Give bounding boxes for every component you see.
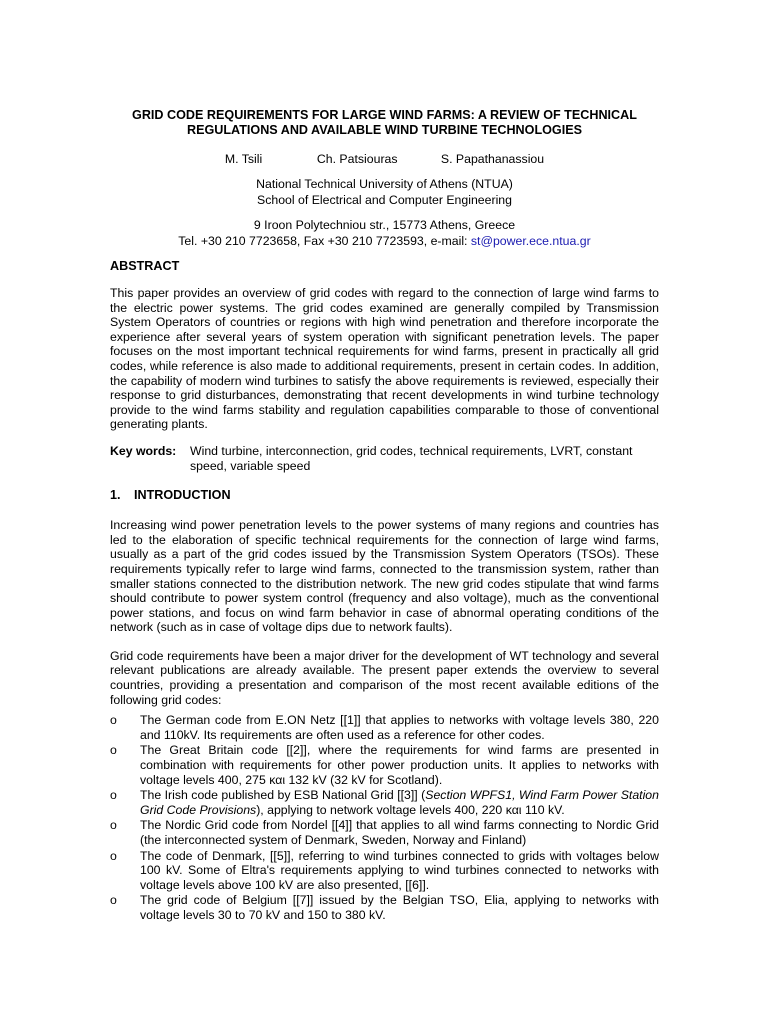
paper-title — [110, 108, 659, 138]
abstract-text: This paper provides an overview of grid codes with regard to the connection of large wind farms to the electric power systems. The grid codes examined are generally compiled by Transmission System Operators of countries or regions with high wind penetration and therefore incorporate the experience after several years of system operation with significant penetration levels. The paper focuses on the most important technical requirements for wind farms, present in practically all grid codes, while reference is also made to additional requirements, present in certain codes. In addition, the capability of modern wind turbines to satisfy the above requirements is reviewed, especially their response to grid disturbances, demonstrating that recent developments in wind turbine technology provide to the wind farms stability and regulation capabilities comparable to those of conventional generating plants. — [110, 286, 659, 432]
bullet: o — [110, 848, 117, 863]
paper-page — [110, 108, 659, 924]
contact-address — [110, 218, 659, 249]
section-number: 1. — [110, 488, 121, 503]
phone-fax-text: Tel. +30 210 7723658, Fax +30 210 7723593, e-mail: — [178, 233, 471, 248]
affiliation — [110, 177, 659, 208]
affiliation-line-1: National Technical University of Athens (NTUA) — [256, 177, 513, 191]
grid-codes-list — [110, 713, 659, 922]
abstract-heading: ABSTRACT — [110, 259, 180, 273]
address-line-1: 9 Iroon Polytechniou str., 15773 Athens, Greece — [253, 218, 516, 232]
list-item — [110, 788, 659, 817]
irish-code-section-title: Section WPFS1, Wind Farm Power Station Grid Code Provisions — [140, 788, 659, 817]
bullet: o — [110, 893, 117, 908]
title-line-1: GRID CODE REQUIREMENTS FOR LARGE WIND FARMS: A REVIEW OF TECHNICAL — [132, 108, 637, 122]
list-item-text — [140, 788, 659, 817]
bullet: o — [110, 818, 117, 833]
bullet: o — [110, 788, 117, 803]
list-item — [110, 849, 659, 893]
list-item-text: The Great Britain code [[2]], where the requirements for wind farms are presented in combination with requirements for other power production units. It applies to networks with voltage levels 400, 275 και 132 kV (32 kV for Scotland). — [140, 743, 659, 787]
irish-code-text-start: The Irish code published by ESB National Grid [[3]] ( — [140, 788, 426, 803]
affiliation-line-2: School of Electrical and Computer Engineering — [257, 192, 512, 207]
title-line-2: REGULATIONS AND AVAILABLE WIND TURBINE TECHNOLOGIES — [186, 123, 583, 137]
authors — [110, 152, 659, 167]
keywords — [110, 444, 659, 473]
keywords-label: Key words: — [110, 443, 177, 458]
address-line-2 — [110, 234, 659, 250]
list-item-text: The Nordic Grid code from Nordel [[4]] that applies to all wind farms connecting to Nordic Grid (the interconnected system of Denmark, Sweden, Norway and Finland) — [140, 818, 659, 847]
keywords-text: Wind turbine, interconnection, grid codes, technical requirements, LVRT, constant speed, variable speed — [190, 443, 633, 473]
list-item — [110, 818, 659, 847]
list-item — [110, 743, 659, 787]
bullet: o — [110, 713, 117, 728]
author-1: M. Tsili — [224, 152, 263, 166]
list-item — [110, 713, 659, 742]
introduction-paragraph-1: Increasing wind power penetration levels to the power systems of many regions and countries has led to the elaboration of specific technical requirements for the connection of large wind farms, usually as a part of the grid codes issued by the Transmission System Operators (TSOs). These requirements typically refer to large wind farms, connected to the transmission system, rather than smaller stations connected to the distribution network. The new grid codes stipulate that wind farms should contribute to power system control (frequency and also voltage), much as the conventional power stations, and focus on wind farm behavior in case of abnormal operating conditions of the network (such as in case of voltage dips due to network faults). — [110, 518, 659, 635]
list-item — [110, 893, 659, 922]
introduction-heading — [110, 488, 659, 503]
list-item-text: The grid code of Belgium [[7]] issued by the Belgian TSO, Elia, applying to networks with voltage levels 30 to 70 kV and 150 to 380 kV. — [140, 893, 659, 922]
list-item-text: The code of Denmark, [[5]], referring to wind turbines connected to grids with voltages below 100 kV. Some of Eltra's requirements applying to wind turbines connected to networks with voltage levels above 100 kV are also presented, [[6]]. — [140, 848, 659, 892]
author-2: Ch. Patsiouras — [316, 152, 398, 166]
irish-code-text-end: ), applying to network voltage levels 400, 220 και 110 kV. — [256, 802, 565, 817]
bullet: o — [110, 743, 117, 758]
list-item-text: The German code from E.ON Netz [[1]] that applies to networks with voltage levels 380, 220 and 110kV. Its requirements are often used as a reference for other codes. — [140, 713, 659, 742]
section-title: INTRODUCTION — [134, 488, 231, 503]
author-3: S. Papathanassiou — [440, 152, 545, 166]
email-link[interactable]: st@power.ece.ntua.gr — [470, 233, 591, 248]
introduction-paragraph-2: Grid code requirements have been a major driver for the development of WT technology and several relevant publications are already available. The present paper extends the overview to several countries, providing a presentation and comparison of the most recent available editions of the following grid codes: — [110, 648, 659, 707]
